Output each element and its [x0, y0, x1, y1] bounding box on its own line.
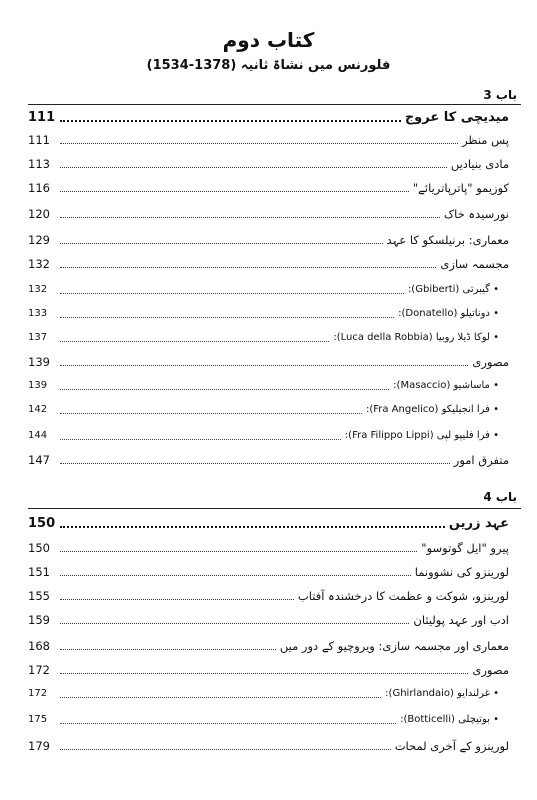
toc-entry-page: 113 [28, 157, 50, 171]
toc-entry-page: 150 [28, 516, 56, 531]
toc-leader-dots [60, 722, 396, 724]
toc-entry-page: 144 [28, 430, 48, 441]
toc-entry-title: • بوتیچلی (Botticelli): [400, 714, 499, 725]
book-subtitle: فلورنس میں نشاۃ ثانیہ (1378-1534) [146, 58, 391, 73]
toc-entry [28, 128, 509, 148]
toc-entry-title: معماری اور مجسمہ سازی: ویروچیو کے دور میں [279, 639, 509, 653]
toc-entry-title: ادب اور عہد پولیثان [413, 613, 509, 627]
toc-entry [28, 398, 509, 418]
toc-leader-dots [60, 340, 329, 342]
toc-entry-title: میدیچی کا عروج [404, 110, 509, 125]
toc-leader-dots [60, 266, 436, 268]
toc-entry-page: 120 [28, 207, 50, 221]
toc-leader-dots [60, 648, 276, 650]
toc-entry-title: لورینزو کے آخری لمحات [394, 739, 509, 753]
toc-entry-page: 172 [28, 663, 50, 677]
toc-entry [28, 512, 509, 532]
toc-leader-dots [60, 438, 341, 440]
toc-leader-dots [60, 142, 458, 144]
toc-entry [28, 584, 509, 604]
toc-entry-title: لورینزو، شوکت و عظمت کا درخشندہ آفتاب [297, 589, 509, 603]
toc-entry [28, 374, 509, 394]
toc-entry-title: معماری: برنیلسکو کا عہد [386, 233, 509, 247]
toc-entry-title: مادی بنیادیں [450, 157, 509, 171]
toc-entry [28, 228, 509, 248]
toc-entry [28, 278, 509, 298]
toc-entry-page: 139 [28, 380, 48, 391]
toc-leader-dots [60, 696, 381, 698]
toc-leader-dots [60, 672, 468, 674]
toc-entry-title: پس منظر [462, 133, 509, 147]
toc-entry-title: نورسیدہ خاک [443, 207, 509, 221]
toc-leader-dots [60, 412, 362, 414]
toc-entry-title: • فرا انجیلیکو (Fra Angelico): [365, 404, 499, 415]
toc-entry-page: 151 [28, 565, 50, 579]
toc-entry-page: 150 [28, 541, 50, 555]
toc-entry [28, 560, 509, 580]
toc-entry-title: عہد زریں [448, 516, 509, 531]
toc-entry-page: 179 [28, 739, 50, 753]
toc-entry-title: لورینزو کی نشوونما [414, 565, 509, 579]
toc-leader-dots [60, 119, 401, 122]
toc-entry-page: 133 [28, 308, 48, 319]
toc-entry [28, 708, 509, 728]
toc-leader-dots [60, 525, 445, 528]
toc-leader-dots [60, 574, 411, 576]
toc-entry [28, 350, 509, 370]
toc-entry [28, 176, 509, 196]
toc-entry-title: • لوکا ڈیلا روبیا (Luca della Robbia): [333, 332, 499, 343]
toc-entry [28, 106, 509, 126]
toc-leader-dots [60, 292, 404, 294]
toc-entry-page: 155 [28, 589, 50, 603]
toc-entry-page: 147 [28, 453, 50, 467]
toc-entry [28, 326, 509, 346]
toc-entry [28, 682, 509, 702]
toc-entry-page: 137 [28, 332, 48, 343]
toc-leader-dots [60, 462, 450, 464]
toc-entry-title: • ماساشیو (Masaccio): [393, 380, 499, 391]
toc-entry [28, 424, 509, 444]
toc-leader-dots [60, 550, 417, 552]
toc-entry-title: پیرو "ایل گوتوسو" [421, 541, 509, 555]
chapter-3-rule [28, 104, 521, 105]
toc-entry [28, 152, 509, 172]
toc-entry-page: 159 [28, 613, 50, 627]
toc-entry [28, 252, 509, 272]
toc-entry-page: 129 [28, 233, 50, 247]
toc-entry [28, 302, 509, 322]
toc-entry [28, 658, 509, 678]
toc-entry-page: 116 [28, 181, 50, 195]
toc-entry-page: 111 [28, 133, 50, 147]
toc-entry-page: 139 [28, 355, 50, 369]
book-title: کتاب دوم [222, 28, 315, 52]
toc-entry [28, 536, 509, 556]
toc-leader-dots [60, 190, 409, 192]
toc-entry-title: مصوری [472, 663, 509, 677]
toc-entry [28, 634, 509, 654]
toc-entry-title: کوزیمو "پاترپاتریائے" [412, 181, 509, 195]
toc-leader-dots [60, 166, 447, 168]
toc-entry-title: مصوری [472, 355, 509, 369]
toc-leader-dots [60, 748, 391, 750]
toc-leader-dots [60, 316, 394, 318]
toc-entry [28, 202, 509, 222]
toc-entry-title: مجسمہ سازی [440, 257, 509, 271]
toc-leader-dots [60, 216, 440, 218]
toc-entry [28, 734, 509, 754]
toc-leader-dots [60, 388, 389, 390]
toc-entry-title: متفرق امور [453, 453, 509, 467]
chapter-4-rule [28, 508, 521, 509]
toc-entry [28, 608, 509, 628]
toc-leader-dots [60, 364, 468, 366]
toc-entry-page: 172 [28, 688, 48, 699]
toc-entry-title: • گیبرتی (Gbiberti): [407, 284, 499, 295]
toc-entry-page: 142 [28, 404, 48, 415]
toc-entry-title: • فرا فلیپو لپی (Fra Filippo Lippi): [344, 430, 499, 441]
chapter-3-label: باب 3 [483, 88, 517, 102]
toc-entry-page: 111 [28, 110, 56, 125]
toc-entry-page: 132 [28, 284, 48, 295]
toc-entry-page: 168 [28, 639, 50, 653]
toc-entry [28, 448, 509, 468]
toc-entry-page: 132 [28, 257, 50, 271]
toc-leader-dots [60, 242, 383, 244]
toc-entry-title: • دوناتیلو (Donatello): [398, 308, 499, 319]
toc-leader-dots [60, 598, 294, 600]
chapter-4-label: باب 4 [483, 490, 517, 504]
toc-leader-dots [60, 622, 409, 624]
toc-entry-title: • غرلندایو (Ghirlandaio): [385, 688, 499, 699]
toc-entry-page: 175 [28, 714, 48, 725]
